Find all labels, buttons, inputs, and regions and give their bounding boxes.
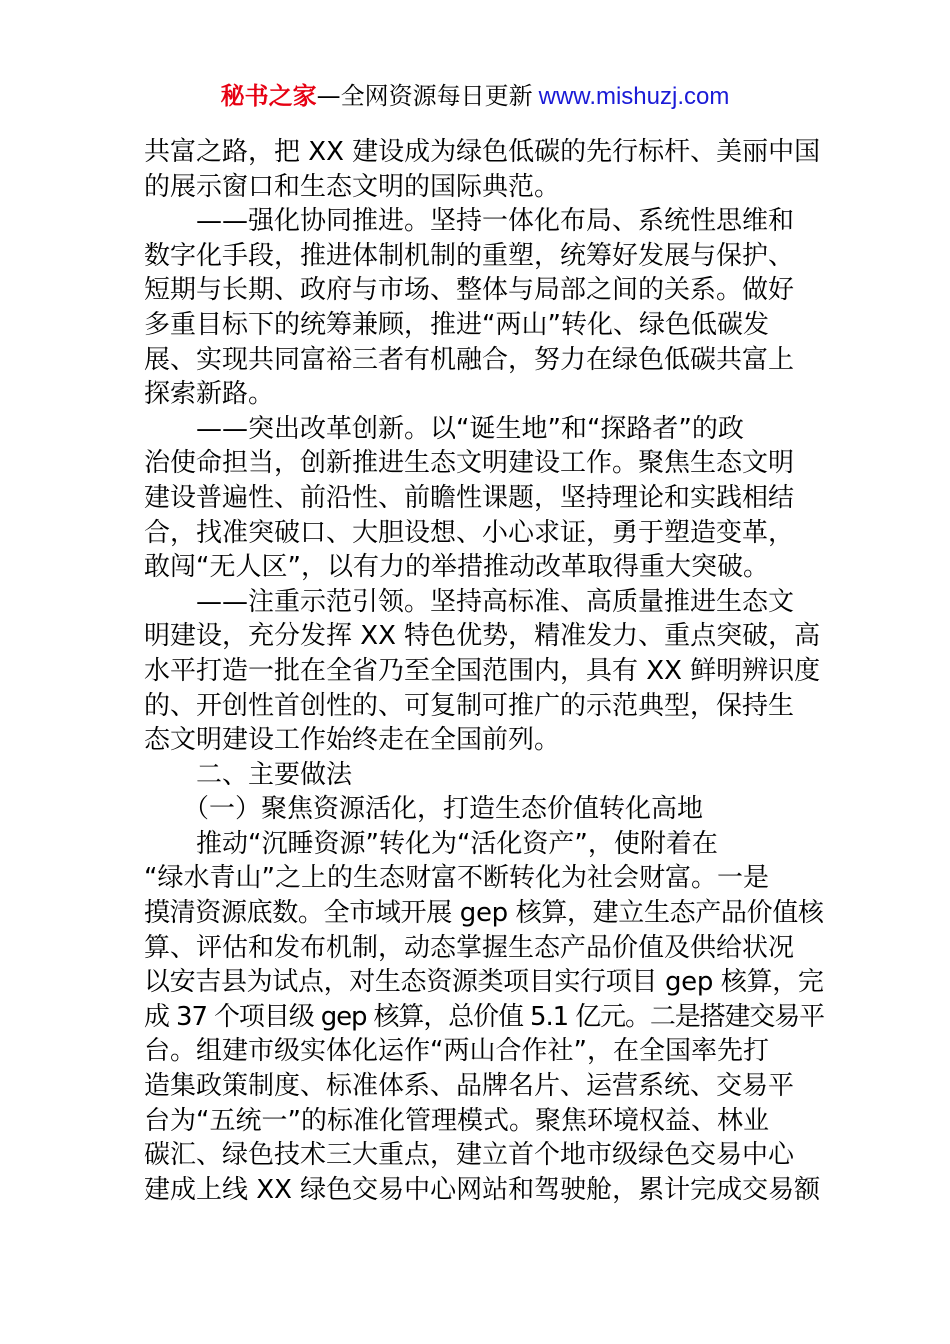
text-line: 建设普遍性、前沿性、前瞻性课题，坚持理论和实践相结	[144, 482, 795, 513]
text-line: 的展示窗口和生态文明的国际典范。	[144, 171, 561, 202]
text-line: 探索新路。	[144, 379, 275, 410]
text-line: 成 37 个项目级 gep 核算，总价值 5.1 亿元。二是搭建交易平	[144, 1001, 825, 1032]
text-line: 数字化手段，推进体制机制的重塑，统筹好发展与保护、	[144, 240, 795, 271]
text-line: “绿水青山”之上的生态财富不断转化为社会财富。一是	[144, 863, 769, 894]
site-tagline: —全网资源每日更新	[316, 82, 533, 110]
document-body	[144, 135, 824, 1207]
text-line: 台为“五统一”的标准化管理模式。聚焦环境权益、林业	[144, 1105, 769, 1136]
text-line: 合，找准突破口、大胆设想、小心求证，勇于塑造变革，	[144, 517, 795, 548]
text-line: 台。组建市级实体化运作“两山合作社”，在全国率先打	[144, 1036, 769, 1067]
text-line: 算、评估和发布机制，动态掌握生态产品价值及供给状况	[144, 932, 795, 963]
site-header	[0, 80, 950, 113]
text-line: 推动“沉睡资源”转化为“活化资产”，使附着在	[144, 828, 718, 859]
site-url-link[interactable]: www.mishuzj.com	[538, 83, 730, 110]
site-brand: 秘书之家	[220, 82, 317, 110]
text-line: 态文明建设工作始终走在全国前列。	[144, 725, 561, 756]
text-line: 以安吉县为试点，对生态资源类项目实行项目 gep 核算，完	[144, 967, 824, 998]
text-line: ——注重示范引领。坚持高标准、高质量推进生态文	[144, 586, 795, 617]
text-line: 建成上线 XX 绿色交易中心网站和驾驶舱，累计完成交易额	[144, 1174, 821, 1205]
text-line: 水平打造一批在全省乃至全国范围内，具有 XX 鲜明辨识度	[144, 655, 821, 686]
text-line: 多重目标下的统筹兼顾，推进“两山”转化、绿色低碳发	[144, 309, 769, 340]
text-line: 展、实现共同富裕三者有机融合，努力在绿色低碳共富上	[144, 344, 795, 375]
text-line: 治使命担当，创新推进生态文明建设工作。聚焦生态文明	[144, 448, 795, 479]
text-line: 碳汇、绿色技术三大重点，建立首个地市级绿色交易中心	[144, 1140, 795, 1171]
text-line: 短期与长期、政府与市场、整体与局部之间的关系。做好	[144, 275, 795, 306]
text-line: ——突出改革创新。以“诞生地”和“探路者”的政	[144, 413, 744, 444]
text-line: 明建设，充分发挥 XX 特色优势，精准发力、重点突破，高	[144, 621, 821, 652]
text-line: 二、主要做法	[144, 759, 353, 790]
text-line: 造集政策制度、标准体系、品牌名片、运营系统、交易平	[144, 1071, 795, 1102]
text-line: 共富之路，把 XX 建设成为绿色低碳的先行标杆、美丽中国	[144, 137, 821, 167]
text-line: 敢闯“无人区”，以有力的举措推动改革取得重大突破。	[144, 552, 769, 583]
text-line: 的、开创性首创性的、可复制可推广的示范典型，保持生	[144, 690, 795, 721]
text-line: 摸清资源底数。全市域开展 gep 核算，建立生态产品价值核	[144, 898, 824, 929]
text-line: ——强化协同推进。坚持一体化布局、系统性思维和	[144, 206, 795, 237]
text-line: （一）聚焦资源活化，打造生态价值转化高地	[144, 794, 704, 825]
